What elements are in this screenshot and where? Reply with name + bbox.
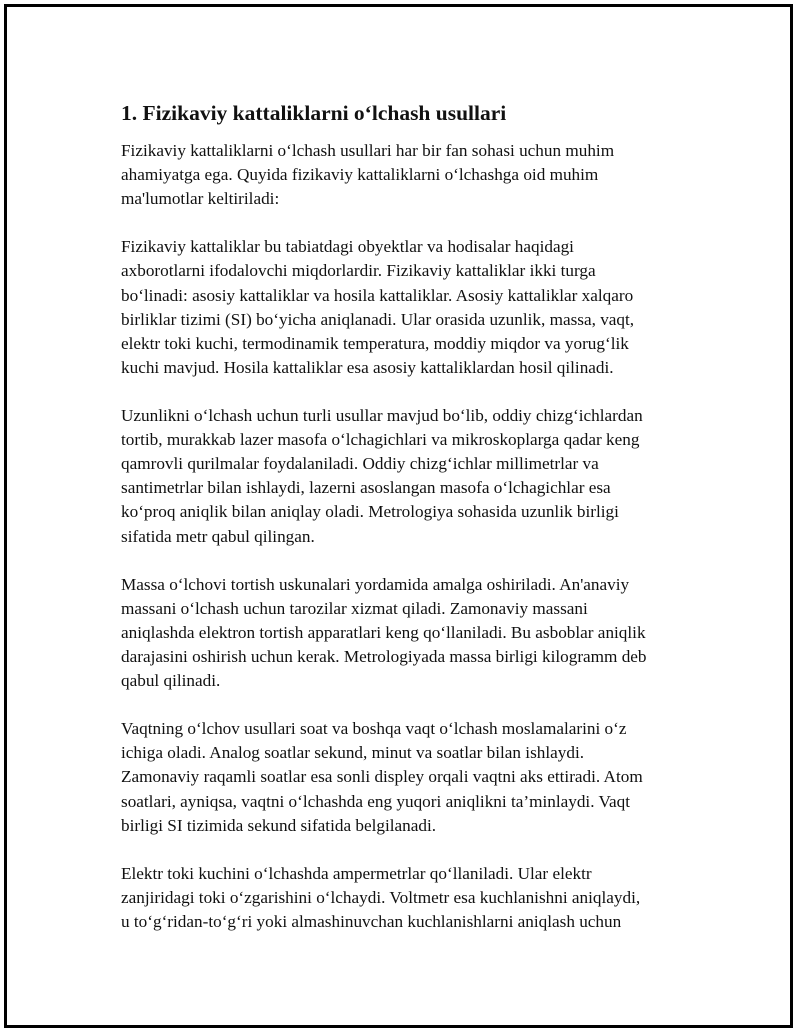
text-line: qabul qilinadi. (121, 671, 221, 691)
text-line: soatlari, ayniqsa, vaqtni o‘lchashda eng yuqori aniqlikni ta’minlaydi. Vaqt (121, 791, 630, 811)
paragraph-time (121, 717, 701, 837)
paragraph-mass (121, 573, 701, 693)
document-body (121, 99, 701, 958)
text-line: ahamiyatga ega. Quyida fizikaviy kattaliklarni o‘lchashga oid muhim (121, 165, 599, 185)
text-line: aniqlashda elektron tortish apparatlari keng qo‘llaniladi. Bu asboblar aniqlik (121, 622, 646, 642)
text-line: darajasini oshirish uchun kerak. Metrologiyada massa birligi kilogramm deb (121, 646, 647, 666)
text-line: elektr toki kuchi, termodinamik temperatura, moddiy miqdor va yorug‘lik (121, 333, 629, 353)
text-line: Uzunlikni o‘lchash uchun turli usullar mavjud bo‘lib, oddiy chizg‘ichlardan (121, 406, 643, 426)
text-line: qamrovli qurilmalar foydalaniladi. Oddiy chizg‘ichlar millimetrlar va (121, 454, 599, 474)
text-line: Fizikaviy kattaliklar bu tabiatdagi obyektlar va hodisalar haqidagi (121, 237, 574, 257)
text-line: Vaqtning o‘lchov usullari soat va boshqa vaqt o‘lchash moslamalarini o‘z (121, 719, 627, 739)
paragraph-intro (121, 139, 701, 211)
text-line: zanjiridagi toki o‘zgarishini o‘lchaydi. Voltmetr esa kuchlanishni aniqlaydi, (121, 887, 641, 907)
paragraph-physical-quantities (121, 235, 701, 380)
text-line: bo‘linadi: asosiy kattaliklar va hosila kattaliklar. Asosiy kattaliklar xalqaro (121, 285, 634, 305)
text-line: kuchi mavjud. Hosila kattaliklar esa asosiy kattaliklardan hosil qilinadi. (121, 357, 614, 377)
paragraph-electric-current (121, 862, 701, 934)
document-title: 1. Fizikaviy kattaliklarni o‘lchash usullari (121, 101, 507, 125)
text-line: Elektr toki kuchini o‘lchashda ampermetrlar qo‘llaniladi. Ular elektr (121, 863, 592, 883)
text-line: sifatida metr qabul qilingan. (121, 526, 315, 546)
text-line: u to‘g‘ridan-to‘g‘ri yoki almashinuvchan kuchlanishlarni aniqlash uchun (121, 912, 622, 931)
text-line: Zamonaviy raqamli soatlar esa sonli displey orqali vaqtni aks ettiradi. Atom (121, 767, 643, 787)
text-line: Fizikaviy kattaliklarni o‘lchash usullari har bir fan sohasi uchun muhim (121, 141, 615, 160)
text-line: axborotlarni ifodalovchi miqdorlardir. Fizikaviy kattaliklar ikki turga (121, 261, 596, 281)
paragraph-length (121, 404, 701, 549)
page-frame (4, 4, 793, 1028)
text-line: birligi SI tizimida sekund sifatida belgilanadi. (121, 815, 437, 835)
text-line: massani o‘lchash uchun tarozilar xizmat qiladi. Zamonaviy massani (121, 598, 588, 618)
text-line: ko‘proq aniqlik bilan aniqlay oladi. Metrologiya sohasida uzunlik birligi (121, 502, 619, 522)
text-line: tortib, murakkab lazer masofa o‘lchagichlari va mikroskoplarga qadar keng (121, 430, 640, 450)
text-line: birliklar tizimi (SI) bo‘yicha aniqlanadi. Ular orasida uzunlik, massa, vaqt, (121, 309, 635, 329)
text-line: ichiga oladi. Analog soatlar sekund, minut va soatlar bilan ishlaydi. (121, 743, 585, 763)
text-line: ma'lumotlar keltiriladi: (121, 189, 280, 209)
text-line: Massa o‘lchovi tortish uskunalari yordamida amalga oshiriladi. An'anaviy (121, 574, 630, 594)
text-line: santimetrlar bilan ishlaydi, lazerni asoslangan masofa o‘lchagichlar esa (121, 478, 611, 498)
